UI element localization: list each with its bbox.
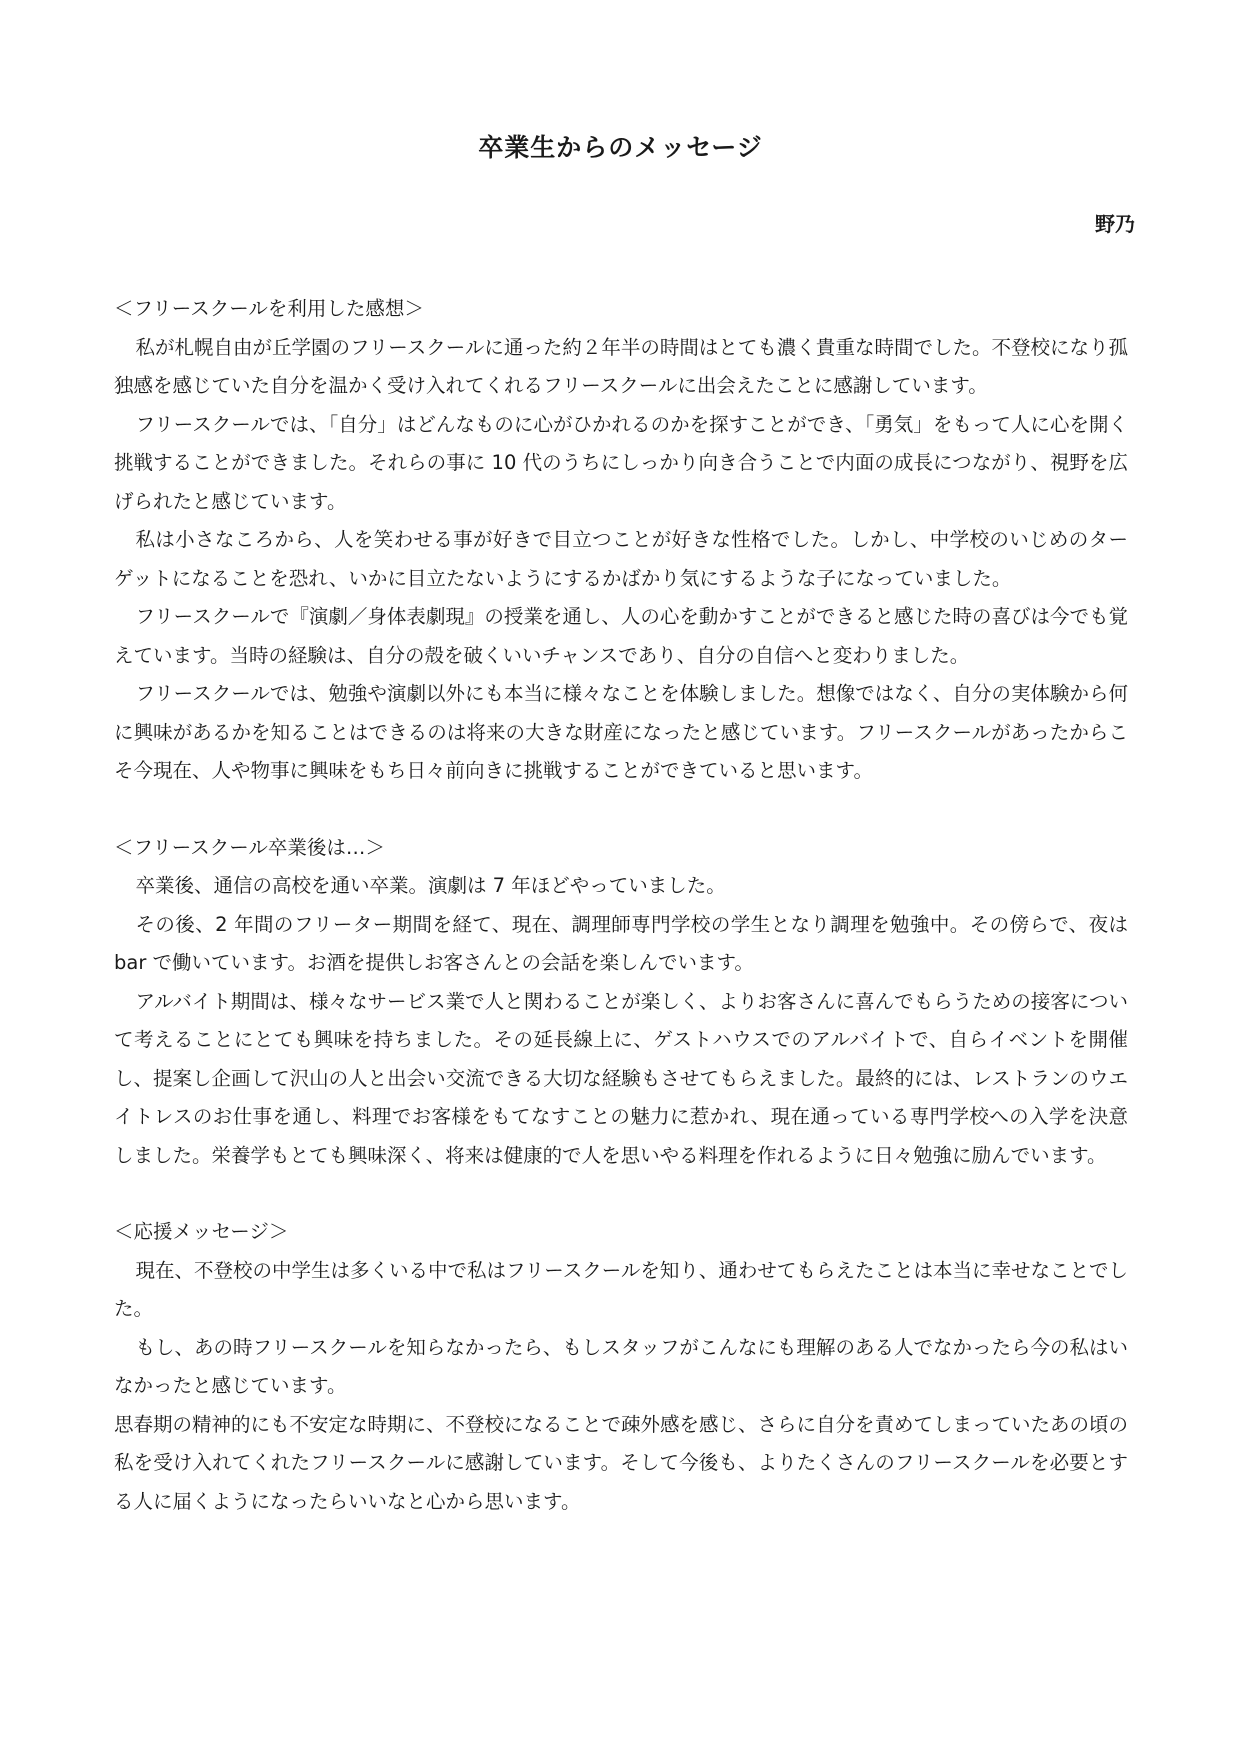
- paragraph: 卒業後、通信の高校を通い卒業。演劇は 7 年ほどやっていました。: [135, 874, 726, 897]
- section-support-message: [114, 1213, 1128, 1521]
- page-title: 卒業生からのメッセージ: [478, 133, 763, 162]
- paragraph: アルバイト期間は、様々なサービス業で人と関わることが楽しく、よりお客さんに喜んでもらうための接客について考えることにとても興味を持ちました。その延長線上に、ゲストハウスでのアルバイトで、自らイベントを開催し、提案し企画して沢山の人と出会い交流できる大切な経験もさせてもらえました。最終的には、レストランのウエイトレスのお仕事を通し、料理でお客様をもてなすことの魅力に惹かれ、現在通っている専門学校への入学を決意しました。栄養学もとても興味深く、将来は健康的で人を思いやる料理を作れるように日々勉強に励んでいます。: [114, 989, 1128, 1167]
- author-name: 野乃: [1095, 212, 1135, 236]
- paragraph: その後、2 年間のフリーター期間を経て、現在、調理師専門学校の学生となり調理を勉強中。その傍らで、夜は bar で働いています。お酒を提供しお客さんとの会話を楽しんでいます。: [114, 912, 1128, 974]
- paragraph: フリースクールでは、「自分」はどんなものに心がひかれるのかを探すことができ、「勇気」をもって人に心を開く挑戦することができました。それらの事に 10 代のうちにしっかり向き合うことで内面の成長につながり、視野を広げられたと感じています。: [114, 412, 1128, 513]
- section-heading: ＜フリースクール卒業後は…＞: [114, 835, 385, 859]
- paragraph: フリースクールでは、勉強や演劇以外にも本当に様々なことを体験しました。想像ではなく、自分の実体験から何に興味があるかを知ることはできるのは将来の大きな財産になったと感じています。フリースクールがあったからこそ今現在、人や物事に興味をもち日々前向きに挑戦することができていると思います。: [114, 682, 1128, 782]
- paragraph: フリースクールで『演劇／身体表劇現』の授業を通し、人の心を動かすことができると感じた時の喜びは今でも覚えています。当時の経験は、自分の殻を破くいいチャンスであり、自分の自信へと変わりました。: [114, 605, 1128, 667]
- paragraph: 思春期の精神的にも不安定な時期に、不登校になることで疎外感を感じ、さらに自分を責めてしまっていたあの頃の私を受け入れてくれたフリースクールに感謝しています。そして今後も、よりたくさんのフリースクールを必要とする人に届くようになったらいいなと心から思います。: [114, 1412, 1129, 1513]
- paragraph: 現在、不登校の中学生は多くいる中で私はフリースクールを知り、通わせてもらえたことは本当に幸せなことでした。: [114, 1258, 1128, 1320]
- section-impressions: [114, 290, 1128, 791]
- paragraph: 私は小さなころから、人を笑わせる事が好きで目立つことが好きな性格でした。しかし、中学校のいじめのターゲットになることを恐れ、いかに目立たないようにするかばかり気にするような子になっていました。: [114, 528, 1128, 590]
- section-after-graduation: [114, 829, 1128, 1176]
- section-heading: ＜応援メッセージ＞: [114, 1220, 289, 1243]
- paragraph: もし、あの時フリースクールを知らなかったら、もしスタッフがこんなにも理解のある人でなかったら今の私はいなかったと感じています。: [114, 1335, 1128, 1397]
- section-heading: ＜フリースクールを利用した感想＞: [114, 297, 424, 320]
- paragraph: 私が札幌自由が丘学園のフリースクールに通った約２年半の時間はとても濃く貴重な時間でした。不登校になり孤独感を感じていた自分を温かく受け入れてくれるフリースクールに出会えたことに感謝しています。: [114, 335, 1128, 397]
- document-body: [114, 290, 1128, 1521]
